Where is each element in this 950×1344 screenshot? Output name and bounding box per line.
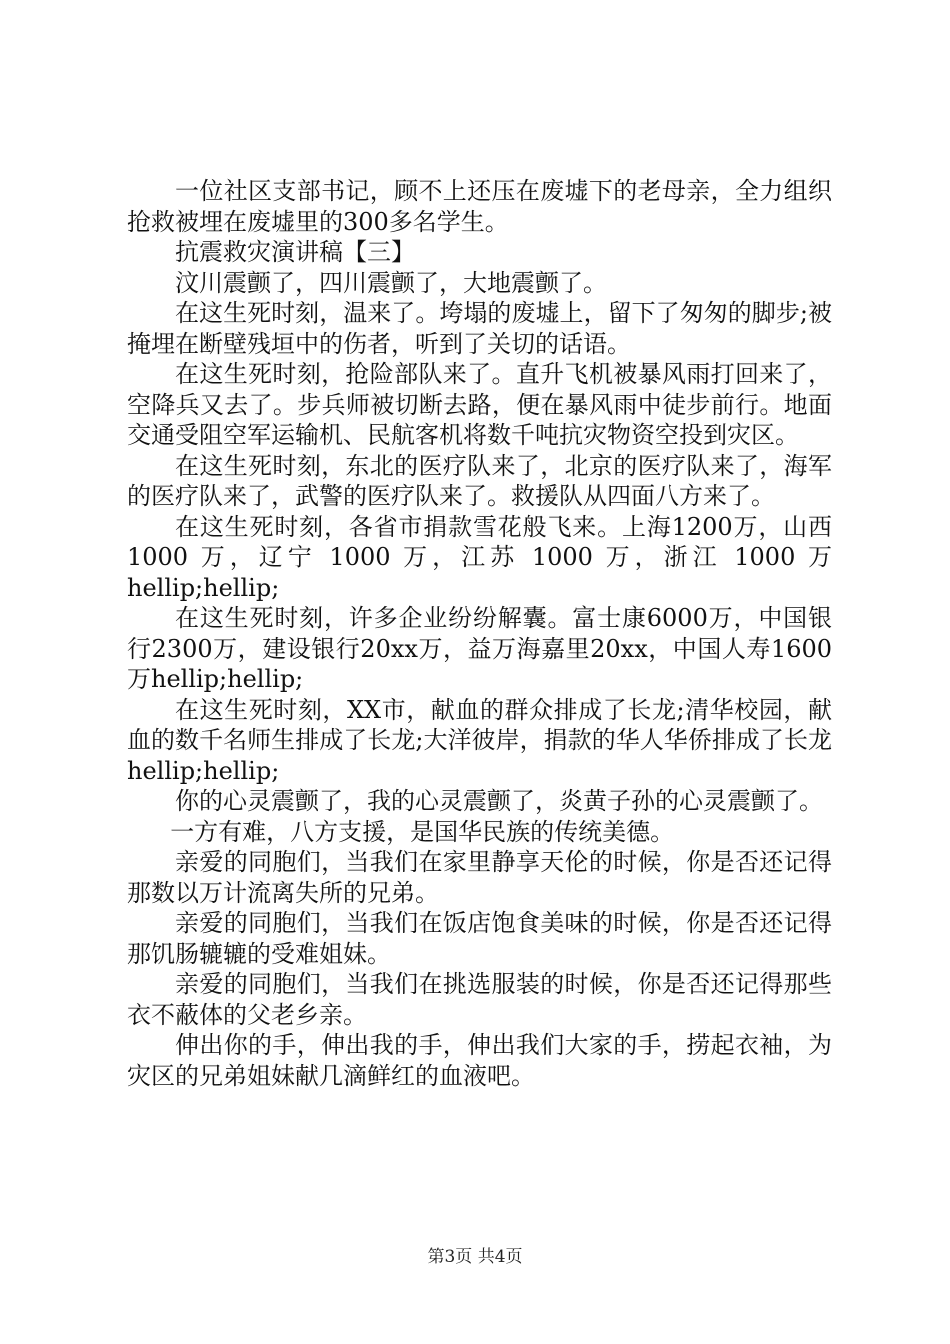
paragraph: 伸出你的手，伸出我的手，伸出我们大家的手，捞起衣袖，为灾区的兄弟姐妹献几滴鲜红的血液吧。 [127,1031,832,1090]
section-heading: 抗震救灾演讲稿【三】 [175,238,415,266]
paragraph: 在这生死时刻，东北的医疗队来了，北京的医疗队来了，海军的医疗队来了，武警的医疗队来了。救援队从四面八方来了。 [127,451,832,510]
paragraph: 亲爱的同胞们，当我们在挑选服装的时候，你是否还记得那些衣不蔽体的父老乡亲。 [127,970,832,1029]
paragraph: 在这生死时刻，抢险部队来了。直升飞机被暴风雨打回来了，空降兵又去了。步兵师被切断去路，便在暴风雨中徒步前行。地面交通受阻空军运输机、民航客机将数千吨抗灾物资空投到灾区。 [127,360,832,449]
paragraph: 你的心灵震颤了，我的心灵震颤了，炎黄子孙的心灵震颤了。 [175,787,823,815]
paragraph: 亲爱的同胞们，当我们在家里静享天伦的时候，你是否还记得那数以万计流离失所的兄弟。 [127,848,832,907]
document-body [127,176,832,1091]
page-footer: 第3页 共4页 [427,1247,523,1267]
paragraph: 在这生死时刻，温来了。垮塌的废墟上，留下了匆匆的脚步;被掩埋在断壁残垣中的伤者，听到了关切的话语。 [127,299,832,358]
paragraph: 在这生死时刻，许多企业纷纷解囊。富士康6000万，中国银行2300万，建设银行20xx万，益万海嘉里20xx，中国人寿1600万hellip;hellip; [127,604,832,693]
paragraph: 亲爱的同胞们，当我们在饭店饱食美味的时候，你是否还记得那饥肠辘辘的受难姐妹。 [127,909,832,968]
paragraph: 在这生死时刻，各省市捐款雪花般飞来。上海1200万，山西 1000 万，辽宁 1000 万，江苏 1000 万，浙江 1000 万hellip;hellip; [127,512,832,602]
paragraph: 一方有难，八方支援，是国华民族的传统美德。 [170,817,675,846]
paragraph: 一位社区支部书记，顾不上还压在废墟下的老母亲，全力组织抢救被埋在废墟里的300多名学生。 [127,177,832,236]
paragraph: 汶川震颤了，四川震颤了，大地震颤了。 [175,268,607,297]
paragraph: 在这生死时刻，XX市，献血的群众排成了长龙;清华校园，献血的数千名师生排成了长龙;大洋彼岸，捐款的华人华侨排成了长龙hellip;hellip; [127,695,832,785]
